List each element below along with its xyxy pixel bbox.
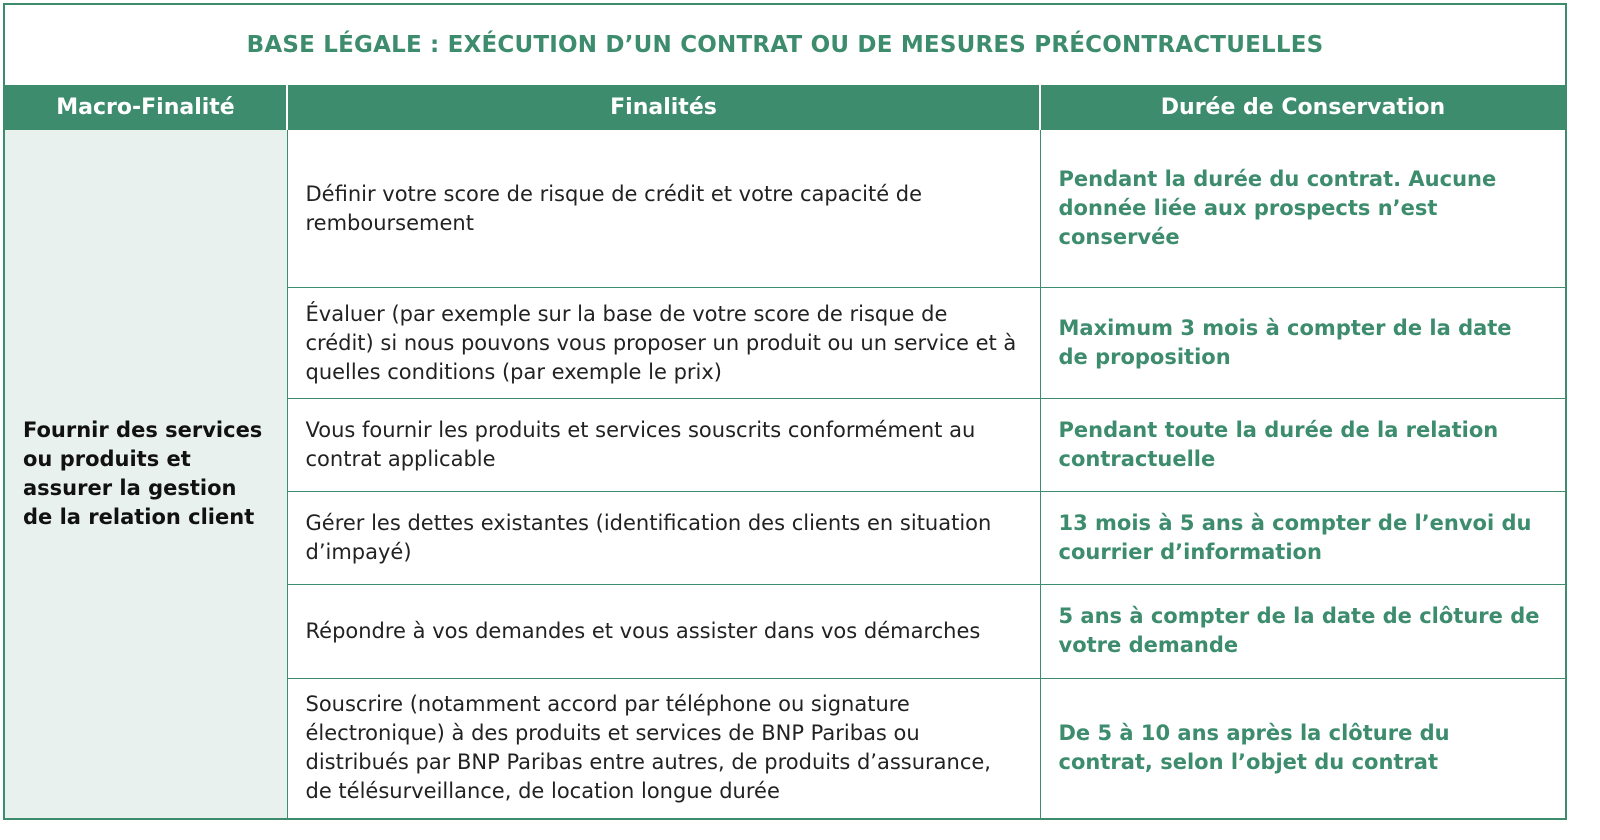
duree-cell: 13 mois à 5 ans à compter de l’envoi du courrier d’information: [1040, 492, 1565, 585]
finalite-cell: Évaluer (par exemple sur la base de votre score de risque de crédit) si nous pouvons vous proposer un produit ou un service et à quelles conditions (par exemple le prix): [287, 288, 1040, 399]
duree-cell: 5 ans à compter de la date de clôture de votre demande: [1040, 584, 1565, 678]
finalite-cell: Définir votre score de risque de crédit et votre capacité de remboursement: [287, 130, 1040, 288]
finalite-cell: Répondre à vos demandes et vous assister dans vos démarches: [287, 584, 1040, 678]
duree-cell: Maximum 3 mois à compter de la date de proposition: [1040, 288, 1565, 399]
duree-cell: Pendant la durée du contrat. Aucune donnée liée aux prospects n’est conservée: [1040, 130, 1565, 288]
macro-finalite-cell: Fournir des services ou produits et assurer la gestion de la relation client: [5, 130, 287, 819]
duree-cell: De 5 à 10 ans après la clôture du contrat, selon l’objet du contrat: [1040, 678, 1565, 818]
table-row: [5, 130, 1565, 288]
header-macro-finalite: Macro-Finalité: [5, 85, 287, 130]
header-duree-conservation: Durée de Conservation: [1040, 85, 1565, 130]
finalite-cell: Vous fournir les produits et services souscrits conformément au contrat applicable: [287, 399, 1040, 492]
finalite-cell: Souscrire (notamment accord par téléphone ou signature électronique) à des produits et services de BNP Paribas ou distribués par BNP Paribas entre autres, de produits d’assurance, de télésurveillance, de location longue durée: [287, 678, 1040, 818]
retention-table-frame: [3, 3, 1567, 820]
header-row: [5, 85, 1565, 130]
header-finalites: Finalités: [287, 85, 1040, 130]
duree-cell: Pendant toute la durée de la relation contractuelle: [1040, 399, 1565, 492]
table-title: BASE LÉGALE : EXÉCUTION D’UN CONTRAT OU DE MESURES PRÉCONTRACTUELLES: [246, 32, 1324, 58]
retention-table: [5, 85, 1565, 818]
finalite-cell: Gérer les dettes existantes (identification des clients en situation d’impayé): [287, 492, 1040, 585]
